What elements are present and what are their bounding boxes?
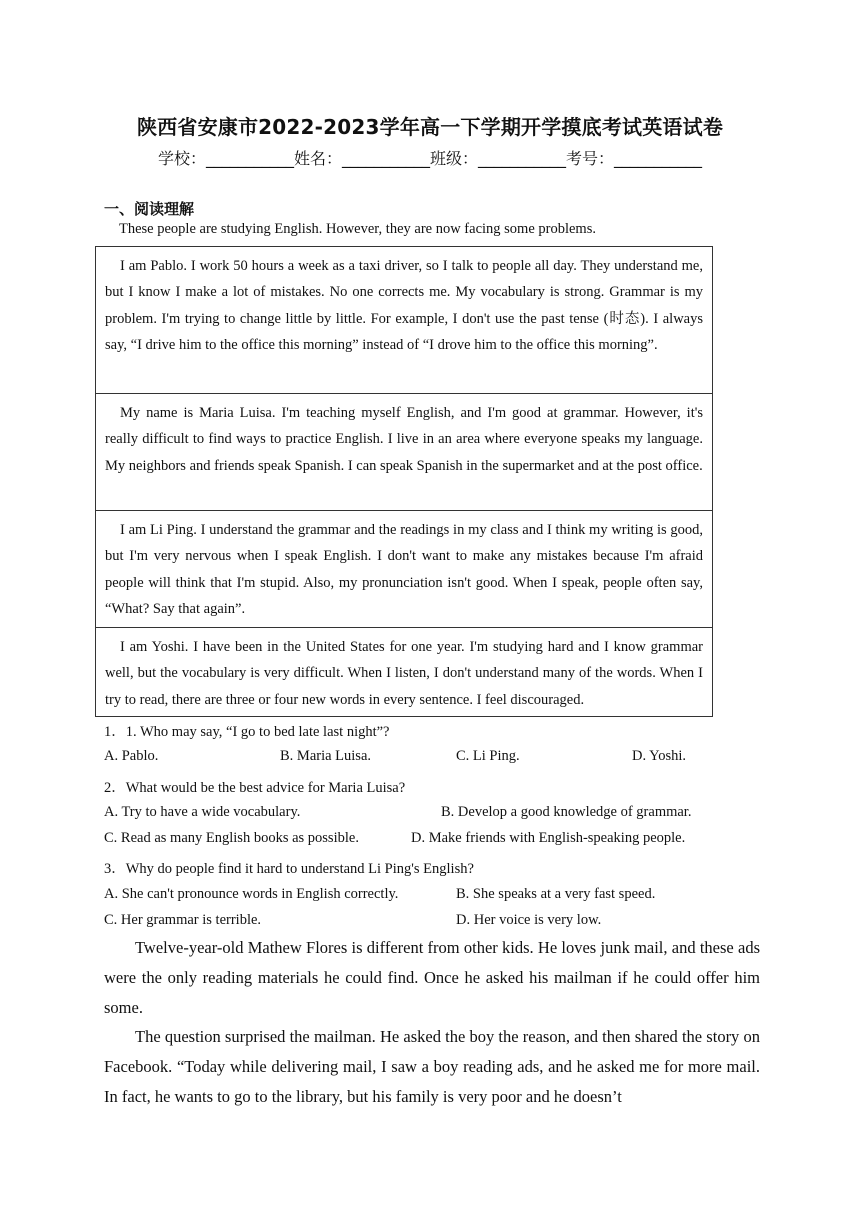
name-field: 姓名：___________ bbox=[293, 149, 430, 168]
question-1-option-a: A. Pablo. bbox=[104, 748, 159, 764]
question-3-option-a: A. She can't pronounce words in English correctly. bbox=[104, 886, 399, 902]
passage-box-pablo bbox=[96, 247, 712, 394]
question-3-option-d: D. Her voice is very low. bbox=[456, 912, 602, 928]
passage-boxes bbox=[95, 246, 713, 717]
school-field: 学校：___________ bbox=[157, 149, 294, 168]
passage-text: My name is Maria Luisa. I'm teaching myself English, and I'm good at grammar. However, it's really difficult to find ways to practice English. I live in an area where everyone speaks my language. My neighbors and friends speak Spanish. I can speak Spanish in the supermarket and at the post office. bbox=[105, 405, 703, 474]
passage-text: I am Yoshi. I have been in the United States for one year. I'm studying hard and I know grammar well, but the vocabulary is very difficult. When I listen, I don't understand many of the words. When I try to read, there are three or four new words in every sentence. I feel discouraged. bbox=[105, 639, 703, 708]
question-3-option-b: B. She speaks at a very fast speed. bbox=[456, 886, 656, 902]
passage-box-maria-luisa bbox=[96, 394, 712, 511]
question-1-option-d: D. Yoshi. bbox=[632, 748, 686, 764]
story-paragraph: Twelve-year-old Mathew Flores is different from other kids. He loves junk mail, and these ads were the only reading materials he could find. Once he asked his mailman if he could offer him some. bbox=[104, 938, 760, 1017]
question-1-option-b: B. Maria Luisa. bbox=[280, 748, 372, 764]
passage-text: I am Pablo. I work 50 hours a week as a taxi driver, so I talk to people all day. They understand me, but I know I make a lot of mistakes. No one corrects me. My vocabulary is strong. Grammar is my problem. I'm trying to change little by little. For example, I don't use the past tense (时态). I always say, “I drive him to the office this morning” instead of “I drove him to the office this morning”. bbox=[105, 258, 703, 353]
question-2-option-d: D. Make friends with English-speaking people. bbox=[411, 830, 686, 846]
question-3-stem: 3．Why do people find it hard to understand Li Ping's English? bbox=[104, 861, 474, 877]
question-1-stem: 1．1. Who may say, “I go to bed late last night”? bbox=[104, 724, 390, 740]
question-1-option-c: C. Li Ping. bbox=[456, 748, 520, 764]
section-intro: These people are studying English. However, they are now facing some problems. bbox=[119, 221, 596, 237]
question-2-option-c: C. Read as many English books as possible. bbox=[104, 830, 359, 846]
exam-title: 陕西省安康市2022-2023学年高一下学期开学摸底考试英语试卷 bbox=[136, 115, 724, 139]
section-heading: 一、阅读理解 bbox=[104, 200, 195, 218]
passage-box-li-ping bbox=[96, 511, 712, 628]
student-info-line bbox=[0, 146, 860, 169]
question-2-option-a: A. Try to have a wide vocabulary. bbox=[104, 804, 301, 820]
question-2-option-b: B. Develop a good knowledge of grammar. bbox=[441, 804, 692, 820]
passage-text: I am Li Ping. I understand the grammar and the readings in my class and I think my writing is good, but I'm very nervous when I speak English. I don't want to make any mistakes because I'm afraid people will think that I'm stupid. Also, my pronunciation isn't good. When I speak, people often say, “What? Say that again”. bbox=[105, 522, 703, 617]
exam-number-field: 考号：___________ bbox=[566, 149, 703, 168]
question-2-stem: 2．What would be the best advice for Maria Luisa? bbox=[104, 780, 406, 796]
class-field: 班级：___________ bbox=[430, 149, 567, 168]
story-paragraph: The question surprised the mailman. He asked the boy the reason, and then shared the story on Facebook. “Today while delivering mail, I saw a boy reading ads, and he asked me for more mail. In fact, he wants to go to the library, but his family is very poor and he doesn’t bbox=[104, 1027, 760, 1106]
question-3-option-c: C. Her grammar is terrible. bbox=[104, 912, 262, 928]
passage-box-yoshi bbox=[96, 628, 712, 716]
